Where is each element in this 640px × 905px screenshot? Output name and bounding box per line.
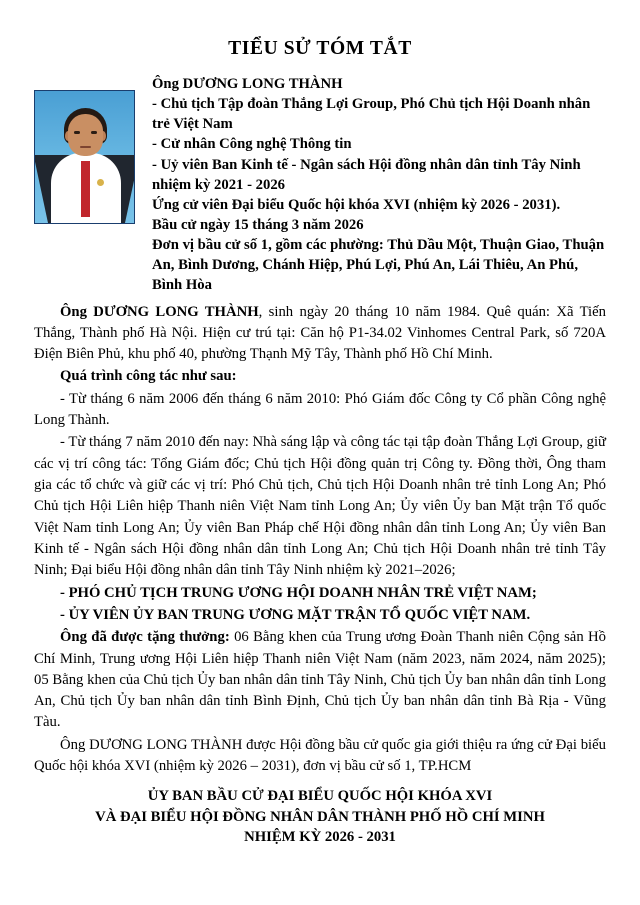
career-heading-text: Quá trình công tác như sau: xyxy=(60,368,237,385)
footer-line-1: ỦY BAN BẦU CỬ ĐẠI BIỂU QUỐC HỘI KHÓA XVI xyxy=(147,788,493,805)
portrait-eye-right xyxy=(91,131,97,134)
biography-body xyxy=(34,302,606,778)
awards-text: 06 Bằng khen của Trung ương Đoàn Thanh niên Cộng sản Hồ Chí Minh, Trung ương Hội Liên hiệp Thanh niên Việt Nam (năm 2023, năm 2024, năm 2025); 05 Bằng khen của Chủ tịch Ủy ban nhân dân tỉnh Tây Ninh, Chủ tịch Ủy ban nhân dân tỉnh Long An, Chủ tịch Ủy ban nhân dân tỉnh Bình Định, Chủ tịch Ủy ban nhân dân tỉnh Bà Rịa - Vũng Tàu. xyxy=(34,629,606,731)
paragraph-career-2: - Từ tháng 7 năm 2010 đến nay: Nhà sáng lập và công tác tại tập đoàn Thắng Lợi Group, giữ các vị trí công tác: Tổng Giám đốc; Chủ tịch Hội đồng quản trị Công ty. Đồng thời, Ông tham gia các tổ chức và giữ các vị trí: Phó Chủ tịch, Chủ tịch Hội Doanh nhân trẻ tỉnh Long An; Phó Chủ tịch Hội Liên hiệp Thanh niên Việt Nam tỉnh Long An; Ủy viên Ủy ban Mặt trận Tổ quốc Việt Nam tỉnh Long An; Ủy viên Ban Pháp chế Hội đồng nhân dân tỉnh Long An; Ủy viên Ban Kinh tế - Ngân sách Hội đồng nhân dân tỉnh Long An; Chủ tịch Hội Doanh nhân trẻ tỉnh Tây Ninh; Đại biểu Hội đồng nhân dân tỉnh Tây Ninh nhiệm kỳ 2021–2026; xyxy=(34,434,606,579)
summary-line-constituency: Đơn vị bầu cử số 1, gồm các phường: Thủ Dầu Một, Thuận Giao, Thuận An, Bình Dương, Chánh Hiệp, Phú Lợi, Phú An, Lái Thiêu, An Phú, Bình Hòa xyxy=(152,237,605,294)
paragraph-career-heading xyxy=(34,366,606,387)
candidate-summary-lines xyxy=(152,74,606,296)
portrait-lapel-pin xyxy=(97,179,104,186)
summary-line-election-date: Bầu cử ngày 15 tháng 3 năm 2026 xyxy=(152,216,364,233)
summary-line-education: - Cử nhân Công nghệ Thông tin xyxy=(152,136,352,153)
portrait-mouth xyxy=(80,146,91,148)
paragraph-position-2: - ỦY VIÊN ỦY BAN TRUNG ƯƠNG MẶT TRẬN TỔ QUỐC VIỆT NAM. xyxy=(60,606,531,623)
awards-lead: Ông đã được tặng thưởng: xyxy=(60,629,230,646)
paragraph-awards xyxy=(34,627,606,734)
summary-line-position-2: - Uỷ viên Ban Kinh tế - Ngân sách Hội đồng nhân dân tỉnh Tây Ninh nhiệm kỳ 2021 - 2026 xyxy=(152,156,581,193)
paragraph-position-1: - PHÓ CHỦ TỊCH TRUNG ƯƠNG HỘI DOANH NHÂN TRẺ VIỆT NAM; xyxy=(60,584,537,601)
paragraph-career-1: - Từ tháng 6 năm 2006 đến tháng 6 năm 2010: Phó Giám đốc Công ty Cổ phần Công nghệ Long Thành. xyxy=(34,390,606,429)
document-footer xyxy=(34,786,606,847)
footer-line-3: NHIỆM KỲ 2026 - 2031 xyxy=(244,828,396,845)
intro-text: , sinh ngày 20 tháng 10 năm 1984. Quê quán: Xã Tiến Thắng, Thành phố Hà Nội. Hiện cư trú tại: Căn hộ P1-34.02 Vinhomes Central Park, số 720A Điện Biên Phủ, khu phố 40, phường Thạnh Mỹ Tây, Thành phố Hồ Chí Minh. xyxy=(34,303,606,363)
portrait-face xyxy=(68,114,103,156)
summary-line-candidacy: Ứng cử viên Đại biểu Quốc hội khóa XVI (nhiệm kỳ 2026 - 2031). xyxy=(152,196,561,213)
page-title: TIỂU SỬ TÓM TẮT xyxy=(228,38,412,59)
portrait-tie xyxy=(81,161,90,217)
intro-lead-name: Ông DƯƠNG LONG THÀNH xyxy=(60,303,259,320)
paragraph-biography-intro xyxy=(34,302,606,366)
header-block xyxy=(34,74,606,296)
summary-line-position-1: - Chủ tịch Tập đoàn Thắng Lợi Group, Phó Chủ tịch Hội Doanh nhân trẻ Việt Nam xyxy=(152,96,591,133)
candidate-portrait-photo xyxy=(34,90,135,224)
summary-line-name: Ông DƯƠNG LONG THÀNH xyxy=(152,76,343,92)
footer-line-2: VÀ ĐẠI BIỂU HỘI ĐỒNG NHÂN DÂN THÀNH PHỐ HỒ CHÍ MINH xyxy=(95,808,545,825)
paragraph-nomination: Ông DƯƠNG LONG THÀNH được Hội đồng bầu cử quốc gia giới thiệu ra ứng cử Đại biểu Quốc hội khóa XVI (nhiệm kỳ 2026 – 2031), đơn vị bầu cử số 1, TP.HCM xyxy=(34,736,606,775)
portrait-eye-left xyxy=(74,131,80,134)
